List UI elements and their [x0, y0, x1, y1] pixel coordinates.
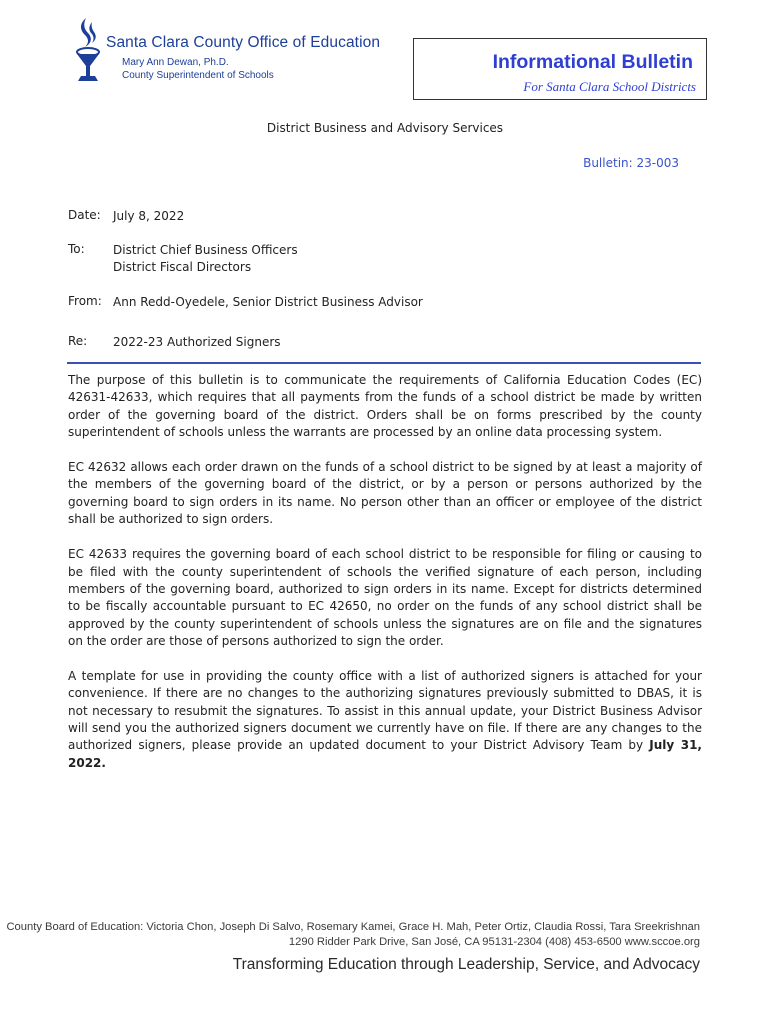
deadline-date: July 31, 2022.	[68, 738, 702, 770]
torch-logo-icon	[72, 16, 104, 84]
to-label: To:	[68, 242, 85, 256]
paragraph-ec-42632: EC 42632 allows each order drawn on the funds of a school district to be signed by at least a majority of the members of the governing board of the district, or by a person or persons authorized by the governing board to sign orders in its name. No person other than an officer or employee of the district shall be authorized to sign orders.	[68, 460, 702, 527]
date-value: July 8, 2022	[113, 209, 185, 223]
org-name: Santa Clara County Office of Education	[106, 34, 381, 51]
paragraph-template	[68, 668, 702, 772]
bulletin-body	[68, 372, 702, 790]
tagline: Transforming Education through Leadership, Service, and Advocacy	[232, 956, 700, 973]
header-divider	[67, 362, 701, 364]
to-line-1: District Chief Business Officers	[113, 243, 298, 257]
from-value: Ann Redd-Oyedele, Senior District Business Advisor	[113, 295, 423, 309]
from-label: From:	[68, 294, 102, 308]
template-text: A template for use in providing the county office with a list of authorized signers is attached for your convenience. If there are no changes to the authorizing signatures previously submitted to DBAS, it is not necessary to resubmit the signatures. To assist in this annual update, your District Business Advisor will send you the authorized signers document we currently have on file. If there are any changes to the authorized signers, please provide an updated document to your District Advisory Team by	[68, 669, 702, 753]
board-members: County Board of Education: Victoria Chon, Joseph Di Salvo, Rosemary Kamei, Grace H. Mah, Peter Ortiz, Claudia Rossi, Tara Sreekrishnan	[6, 921, 700, 933]
bulletin-subtitle: For Santa Clara School Districts	[523, 79, 696, 94]
superintendent-name: Mary Ann Dewan, Ph.D.	[122, 57, 229, 68]
date-label: Date:	[68, 208, 101, 222]
re-value: 2022-23 Authorized Signers	[113, 335, 281, 349]
office-address: 1290 Ridder Park Drive, San José, CA 95131-2304 (408) 453-6500 www.sccoe.org	[288, 936, 700, 948]
department-name: District Business and Advisory Services	[266, 121, 504, 135]
re-label: Re:	[68, 334, 88, 348]
paragraph-purpose: The purpose of this bulletin is to communicate the requirements of California Education Codes (EC) 42631-42633, which requires that all payments from the funds of a school district be made by written order of the governing board of the district. Orders shall be on forms prescribed by the county superintendent of schools unless the warrants are processed by an online data processing system.	[68, 373, 702, 439]
superintendent-title: County Superintendent of Schools	[122, 70, 274, 81]
to-recipients	[113, 242, 298, 276]
to-line-2: District Fiscal Directors	[113, 260, 252, 274]
paragraph-ec-42633: EC 42633 requires the governing board of each school district to be responsible for filing or causing to be filed with the county superintendent of schools the verified signature of each person, including members of the governing board, authorized to sign orders in its name. Except for districts determined to be fiscally accountable pursuant to EC 42650, no order on the funds of any school district shall be approved by the county superintendent of schools unless the signatures are on file and the signatures on the order are those of persons authorized to sign the order.	[68, 547, 702, 648]
bulletin-number: Bulletin: 23-003	[583, 156, 679, 170]
bulletin-title: Informational Bulletin	[492, 51, 693, 73]
bulletin-title-box	[413, 38, 707, 100]
